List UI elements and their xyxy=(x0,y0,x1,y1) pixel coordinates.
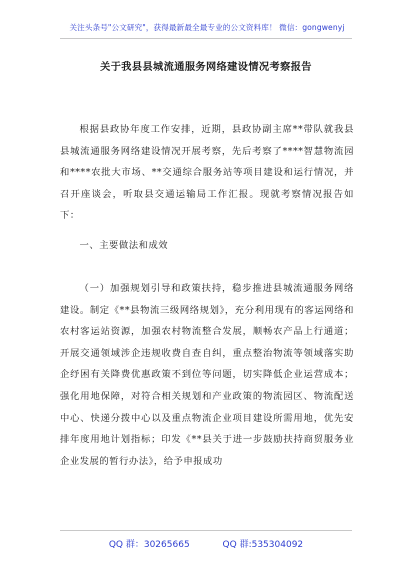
section-heading: 一、主要做法和成效 xyxy=(79,240,169,251)
document-title: 关于我县县城流通服务网络建设情况考察报告 xyxy=(100,61,312,73)
header-banner: 关注头条号"公文研究"，获得最新最全最专业的公文资料库！ 微信：gongwenyj xyxy=(69,23,345,32)
header-divider xyxy=(60,38,352,39)
footer-divider xyxy=(60,530,352,531)
footer-qq-group-1: QQ 群：30265665 xyxy=(108,540,190,550)
footer-qq-group-2: QQ 群:535304092 xyxy=(222,540,304,550)
paragraph-section-1: （一）加强规划引导和政策扶持，稳步推进县城流通服务网络建设。制定《**县物流三级网络规划》，充分利用现有的客运网络和农村客运站资源，加强农村物流整合发展，顺畅农产品上行通道；开展交通领域涉企违规收费自查自纠，重点整治物流等领域落实助企纾困有关降费优惠政策不到位等问题，切实降低企业运营成本；强化用地保障，对符合相关规划和产业政策的物流园区、物流配送中心、快递分拨中心以及重点物流企业项目建设所需用地，优先安排年度用地计划指标；印发《**县关于进一步鼓励扶持商贸服务业企业发展的暂行办法》，给予申报成功 xyxy=(60,283,354,467)
paragraph-intro: 根据县政协年度工作安排，近期，县政协副主席**带队就我县县城流通服务网络建设情况开展考察，先后考察了****智慧物流园和****农批大市场、**交通综合服务站等项目建设和运行情况，并召开座谈会，听取县交通运输局工作汇报。现就考察情况报告如下： xyxy=(60,124,354,222)
footer xyxy=(60,537,352,550)
